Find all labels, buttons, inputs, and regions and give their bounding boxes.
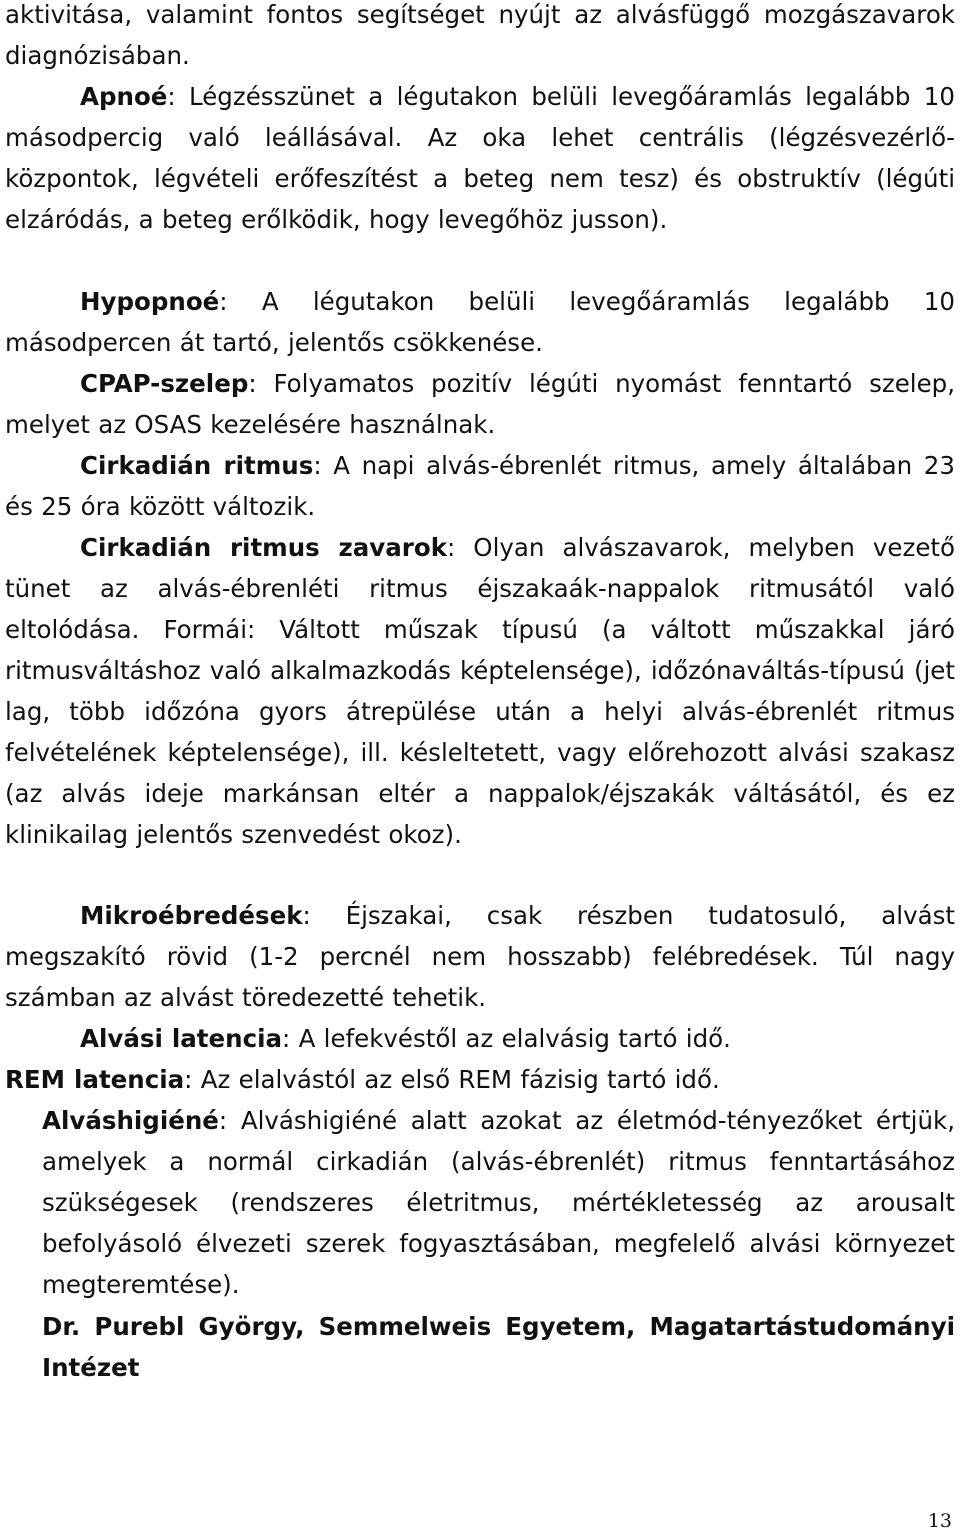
term-apnoe: Apnoé	[80, 82, 168, 111]
paragraph-text: Folyamatos pozitív légúti nyomást fenntartó szelep, melyet az OSAS kezelésére használnak.	[5, 369, 955, 439]
paragraph-cpap	[5, 363, 955, 445]
term-separator: :	[184, 1065, 193, 1094]
paragraph-text: A napi alvás-ébrenlét ritmus, amely általában 23 és 25 óra között változik.	[5, 451, 955, 521]
term-separator: :	[219, 287, 228, 316]
term-separator: :	[447, 533, 456, 562]
paragraph-text: aktivitása, valamint fontos segítséget nyújt az alvásfüggő mozgászavarok diagnózisában.	[5, 0, 955, 70]
paragraph-text: Légzésszünet a légutakon belüli levegőáramlás legalább 10 másodpercig való leállásával. Az oka lehet centrális (légzésvezérlő-központok, légvételi erőfeszítést a beteg nem tesz) és obstruktív (légúti elzáródás, a beteg erőlködik, hogy levegőhöz jusson).	[5, 82, 955, 234]
author-line: Dr. Purebl György, Semmelweis Egyetem, Magatartástudományi Intézet	[42, 1312, 955, 1382]
term-rem-latencia: REM latencia	[5, 1065, 185, 1094]
paragraph-text: Az elalvástól az első REM fázisig tartó idő.	[192, 1065, 720, 1094]
term-alvashigiene: Alváshigiéné	[42, 1106, 219, 1135]
page-number: 13	[927, 1510, 952, 1532]
term-cpap: CPAP-szelep	[80, 369, 249, 398]
paragraph-text: A légutakon belüli levegőáramlás legalább 10 másodpercen át tartó, jelentős csökkenése.	[5, 287, 955, 357]
term-hypopnoe: Hypopnoé	[80, 287, 220, 316]
paragraph-text: Alváshigiéné alatt azokat az életmód-tényezőket értjük, amelyek a normál cirkadián (alvás-ébrenlét) ritmus fenntartásához szükségesek (rendszeres életritmus, mértékletesség az arousalt befolyásoló élvezeti szerek fogyasztásában, megfelelő alvási környezet megteremtése).	[42, 1106, 955, 1299]
term-separator: :	[313, 451, 322, 480]
paragraph-mikroebredesek	[5, 895, 955, 1018]
paragraph-rem-latencia	[5, 1059, 955, 1100]
term-separator: :	[218, 1106, 228, 1135]
paragraph-hypopnoe	[5, 281, 955, 363]
paragraph-cirkadian-zavarok	[5, 527, 955, 855]
paragraph-alvashigiene	[42, 1100, 955, 1305]
paragraph-cirkadian	[5, 445, 955, 527]
term-separator: :	[167, 82, 176, 111]
term-alvasi-latencia: Alvási latencia	[80, 1024, 283, 1053]
term-cirkadian: Cirkadián ritmus	[80, 451, 314, 480]
paragraph-apnoe	[5, 76, 955, 240]
term-separator: :	[248, 369, 257, 398]
paragraph-intro	[5, 0, 955, 76]
paragraph-text: Olyan alvászavarok, melyben vezető tünet az alvás-ébrenléti ritmus éjszakaák-nappalok ritmusától való eltolódása. Formái: Váltott műszak típusú (a váltott műszakkal járó ritmusváltáshoz való alkalmazkodás képtelensége), időzónaváltás-típusú (jet lag, több időzóna gyors átrepülése után a helyi alvás-ébrenlét ritmus felvételének képtelensége), ill. késleltetett, vagy előrehozott alvási szakasz (az alvás ideje markánsan eltér a nappalok/éjszakák váltásától, és ez klinikailag jelentős szenvedést okoz).	[5, 533, 955, 849]
term-separator: :	[282, 1024, 291, 1053]
term-separator: :	[302, 901, 311, 930]
paragraph-text: A lefekvéstől az elalvásig tartó idő.	[290, 1024, 731, 1053]
paragraph-text: Éjszakai, csak részben tudatosuló, alvást megszakító rövid (1-2 percnél nem hosszabb) felébredések. Túl nagy számban az alvást töredezetté tehetik.	[5, 901, 955, 1012]
term-mikroebredesek: Mikroébredések	[80, 901, 303, 930]
paragraph-alvasi-latencia	[5, 1018, 955, 1059]
term-cirkadian-zavarok: Cirkadián ritmus zavarok	[80, 533, 447, 562]
